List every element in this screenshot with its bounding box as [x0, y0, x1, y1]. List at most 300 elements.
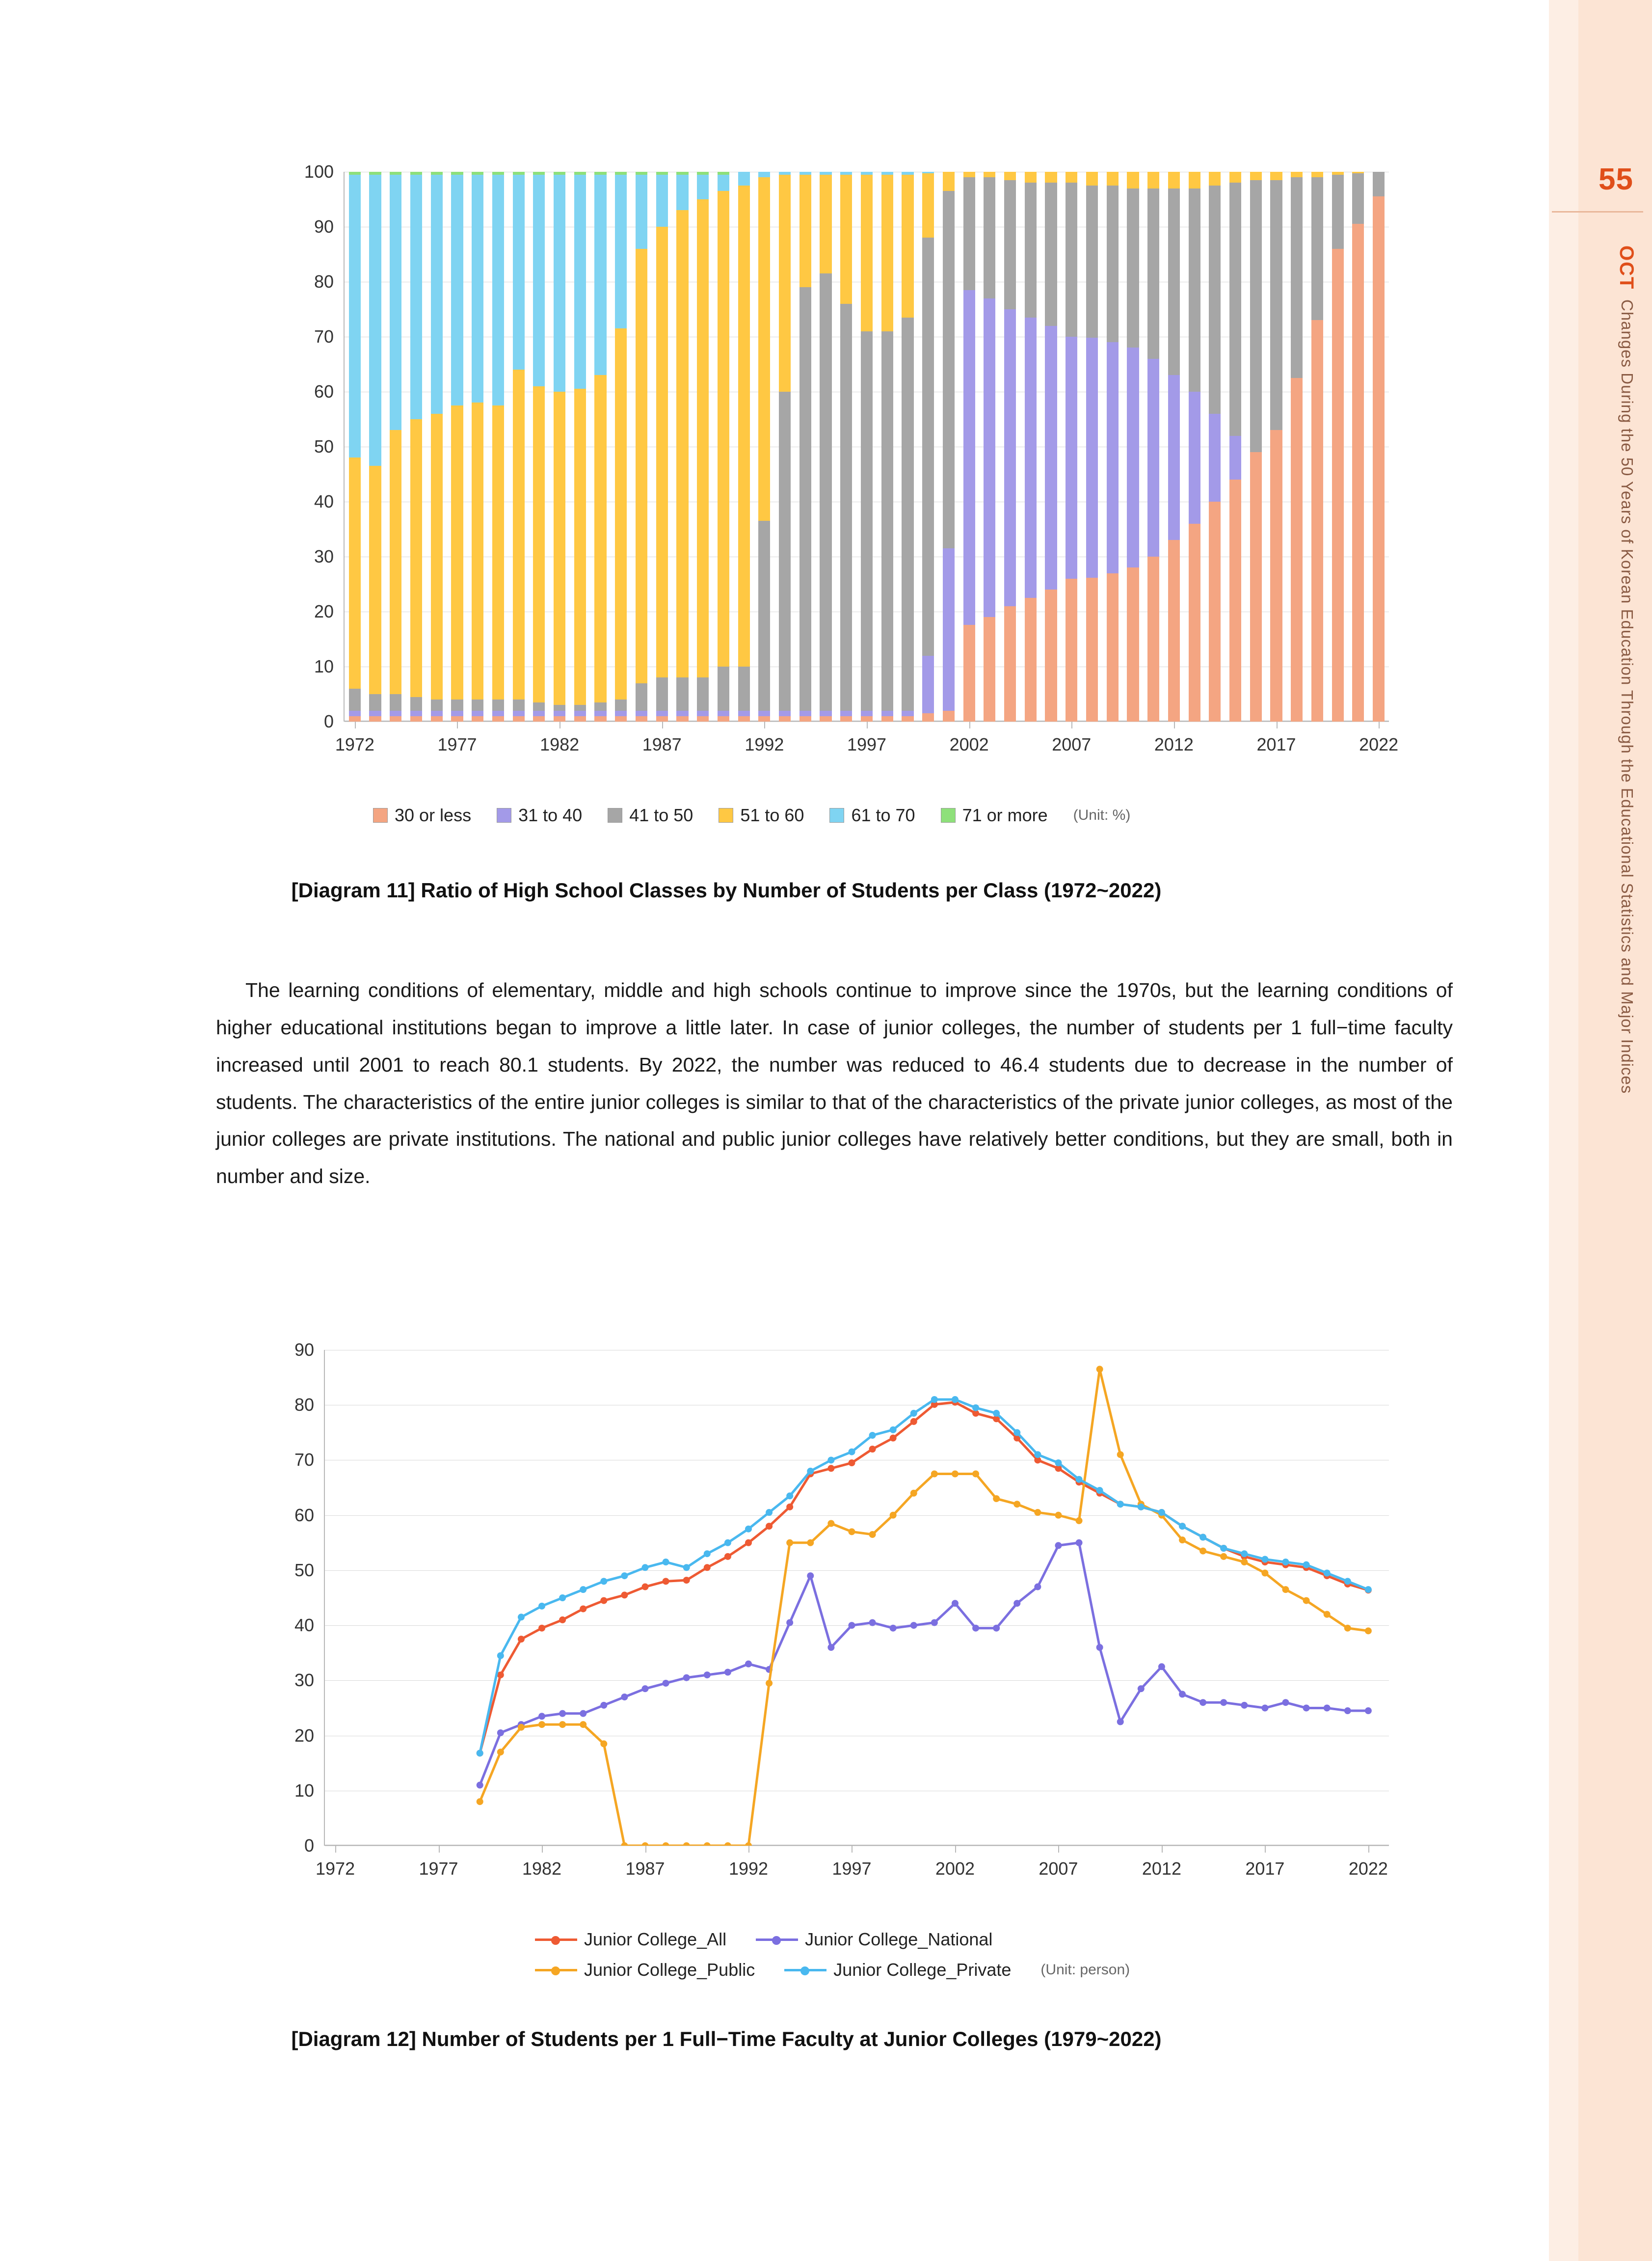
bar-segment: [881, 716, 893, 722]
bar-segment: [1107, 573, 1119, 722]
data-point: [559, 1710, 566, 1717]
data-point: [642, 1842, 649, 1846]
bar-segment: [861, 716, 873, 722]
x-axis-tick-label: 2017: [1256, 734, 1296, 754]
data-point: [621, 1572, 628, 1579]
bar-column: [656, 172, 668, 722]
diagram-11-chart: [0, 147, 1404, 859]
data-point: [497, 1729, 504, 1736]
data-point: [1055, 1459, 1062, 1466]
diagram-12-legend: [535, 1929, 1130, 1990]
x-axis-tick-label: 2007: [1052, 734, 1092, 754]
data-point: [1220, 1699, 1227, 1706]
legend-item[interactable]: [608, 805, 693, 826]
y-axis-tick-label: 100: [304, 162, 334, 182]
bar-segment: [1250, 452, 1262, 722]
bar-column: [1291, 172, 1303, 722]
data-point: [580, 1605, 586, 1612]
legend-item[interactable]: [756, 1929, 992, 1950]
data-point: [890, 1625, 897, 1632]
bar-segment: [431, 716, 443, 722]
data-point: [890, 1435, 897, 1442]
data-point: [538, 1603, 545, 1610]
data-point: [869, 1432, 876, 1439]
bar-segment: [984, 617, 995, 722]
x-axis-tick-mark: [764, 722, 765, 728]
bar-column: [1250, 172, 1262, 722]
bar-segment: [574, 716, 586, 722]
bar-column: [533, 172, 545, 722]
diagram-12-plot-area: [294, 1340, 1389, 1879]
data-point: [890, 1512, 897, 1519]
bar-segment: [492, 716, 504, 722]
data-point: [1324, 1570, 1331, 1577]
bar-segment: [615, 328, 627, 722]
data-point: [704, 1671, 711, 1678]
y-axis-tick-label: 30: [314, 546, 334, 566]
data-point: [683, 1842, 690, 1846]
legend-label: 31 to 40: [518, 805, 583, 825]
bar-segment: [1229, 480, 1241, 722]
bar-segment: [1352, 224, 1364, 722]
data-point: [497, 1652, 504, 1659]
y-axis-tick-label: 70: [294, 1450, 314, 1470]
y-axis-tick-label: 20: [314, 601, 334, 621]
data-point: [683, 1674, 690, 1681]
data-point: [1076, 1476, 1083, 1483]
bar-column: [451, 172, 463, 722]
data-point: [477, 1750, 483, 1756]
data-point: [621, 1591, 628, 1598]
bar-segment: [758, 716, 770, 722]
data-point: [1076, 1517, 1083, 1524]
x-axis-tick-label: 1997: [832, 1858, 872, 1879]
data-point: [621, 1694, 628, 1700]
bar-segment: [390, 716, 401, 722]
bar-segment: [554, 716, 565, 722]
diagram-12-chart: [0, 1325, 1404, 1914]
bar-segment: [697, 199, 709, 722]
data-point: [1344, 1707, 1351, 1714]
bar-segment: [718, 716, 729, 722]
data-point: [1013, 1429, 1020, 1436]
bar-segment: [349, 458, 361, 722]
data-point: [663, 1842, 669, 1846]
data-point: [827, 1644, 834, 1651]
x-axis-tick-label: 1987: [642, 734, 682, 754]
data-point: [538, 1713, 545, 1720]
x-axis-tick-mark: [1265, 1846, 1266, 1853]
bar-column: [1332, 172, 1344, 722]
bar-column: [902, 172, 913, 722]
y-axis-tick-label: 40: [314, 491, 334, 511]
x-axis-tick-label: 2007: [1039, 1858, 1078, 1879]
bar-segment: [513, 716, 525, 722]
bar-segment: [451, 716, 463, 722]
bar-segment: [492, 405, 504, 722]
data-point: [724, 1842, 731, 1846]
data-point: [972, 1471, 979, 1478]
data-point: [952, 1396, 959, 1403]
y-axis-tick-label: 80: [314, 271, 334, 292]
data-point: [1013, 1501, 1020, 1507]
legend-row: [535, 1929, 1130, 1950]
bar-segment: [943, 548, 955, 722]
legend-line-swatch: [784, 1963, 826, 1977]
data-point: [1034, 1509, 1041, 1516]
legend-swatch: [941, 808, 956, 823]
bar-column: [738, 172, 750, 722]
bar-segment: [676, 210, 688, 722]
bar-segment: [410, 716, 422, 722]
data-point: [1055, 1542, 1062, 1549]
bar-column: [1168, 172, 1180, 722]
x-axis-tick-label: 1977: [419, 1858, 458, 1879]
y-axis-tick-label: 20: [294, 1725, 314, 1746]
data-point: [1013, 1600, 1020, 1607]
chart-unit-label: (Unit: person): [1040, 1962, 1130, 1978]
data-point: [1365, 1627, 1372, 1634]
bar-segment: [738, 186, 750, 722]
data-point: [848, 1528, 855, 1535]
x-axis-tick-label: 1997: [847, 734, 887, 754]
data-point: [766, 1680, 773, 1687]
bar-column: [594, 172, 606, 722]
bar-column: [349, 172, 361, 722]
bar-column: [636, 172, 647, 722]
diagram-11-plot-area: [304, 162, 1399, 754]
bar-segment: [1270, 430, 1282, 722]
bar-segment: [963, 625, 975, 722]
data-point: [745, 1661, 752, 1668]
data-point: [848, 1449, 855, 1455]
bar-segment: [369, 716, 381, 722]
x-axis-tick-label: 2022: [1348, 1858, 1388, 1879]
data-point: [786, 1492, 793, 1499]
bar-segment: [1086, 578, 1098, 722]
data-point: [910, 1622, 917, 1629]
data-point: [559, 1721, 566, 1728]
bar-column: [799, 172, 811, 722]
data-point: [1179, 1536, 1186, 1543]
data-point: [1282, 1586, 1289, 1593]
data-point: [972, 1404, 979, 1411]
bar-column: [1004, 172, 1016, 722]
y-axis-tick-label: 90: [294, 1340, 314, 1360]
data-point: [704, 1550, 711, 1557]
y-axis-tick-label: 30: [294, 1670, 314, 1691]
bar-segment: [697, 716, 709, 722]
bar-column: [554, 172, 565, 722]
x-axis-tick-label: 1972: [335, 734, 374, 754]
data-point: [683, 1577, 690, 1584]
x-axis-tick-mark: [955, 1846, 956, 1853]
data-point: [807, 1572, 814, 1579]
data-point: [1344, 1578, 1351, 1585]
data-point: [559, 1616, 566, 1623]
x-axis-tick-label: 2012: [1154, 734, 1194, 754]
data-point: [827, 1465, 834, 1472]
x-axis-tick-mark: [1162, 1846, 1163, 1853]
x-axis-tick-label: 1982: [540, 734, 580, 754]
bar-segment: [636, 716, 647, 722]
y-axis-tick-label: 70: [314, 326, 334, 347]
bar-column: [1311, 172, 1323, 722]
bar-segment: [472, 716, 483, 722]
data-point: [910, 1490, 917, 1497]
x-axis-tick-mark: [1058, 1846, 1059, 1853]
data-point: [1034, 1451, 1041, 1458]
diagram-12-caption: [Diagram 12] Number of Students per 1 Full−Time Faculty at Junior Colleges (1979~2022): [291, 2027, 1162, 2050]
data-point: [724, 1539, 731, 1546]
data-point: [1303, 1597, 1310, 1604]
bar-segment: [533, 386, 545, 722]
data-point: [745, 1539, 752, 1546]
legend-swatch: [497, 808, 511, 823]
bar-segment: [615, 716, 627, 722]
bar-segment: [594, 716, 606, 722]
bar-column: [881, 172, 893, 722]
x-axis-tick-mark: [1071, 722, 1072, 728]
bar-segment: [369, 466, 381, 722]
legend-label: Junior College_National: [805, 1929, 993, 1949]
bar-column: [779, 172, 791, 722]
bar-column: [963, 172, 975, 722]
data-point: [786, 1504, 793, 1510]
data-point: [1158, 1663, 1165, 1670]
legend-swatch: [373, 808, 388, 823]
legend-item[interactable]: [719, 805, 804, 826]
data-point: [559, 1594, 566, 1601]
bar-segment: [922, 238, 934, 722]
data-point: [1199, 1699, 1206, 1706]
bar-segment: [779, 716, 791, 722]
data-point: [518, 1614, 525, 1620]
bar-column: [513, 172, 525, 722]
bar-segment: [758, 521, 770, 722]
bar-column: [1209, 172, 1221, 722]
legend-row: [535, 1960, 1130, 1980]
bar-segment: [1373, 196, 1385, 722]
legend-line-swatch: [756, 1932, 798, 1947]
legend-item[interactable]: [373, 805, 471, 826]
bar-column: [840, 172, 852, 722]
legend-swatch: [719, 808, 733, 823]
y-axis-tick-label: 50: [294, 1560, 314, 1580]
bar-column: [574, 172, 586, 722]
data-point: [1117, 1501, 1124, 1507]
bar-segment: [861, 331, 873, 722]
data-point: [1096, 1487, 1103, 1494]
bar-column: [1270, 172, 1282, 722]
data-point: [724, 1553, 731, 1560]
x-axis-tick-label: 1987: [625, 1858, 665, 1879]
diagram-11-caption: [Diagram 11] Ratio of High School Classes by Number of Students per Class (1972~2022): [291, 879, 1162, 902]
legend-line-swatch: [535, 1932, 577, 1947]
x-axis-tick-mark: [457, 722, 458, 728]
legend-item[interactable]: [535, 1929, 726, 1950]
legend-item[interactable]: [941, 805, 1048, 826]
line-path: [480, 1369, 1368, 1846]
x-axis-tick-mark: [969, 722, 970, 728]
x-axis-tick-mark: [355, 722, 356, 728]
x-axis-tick-label: 1972: [316, 1858, 355, 1879]
data-point: [848, 1622, 855, 1629]
bar-segment: [554, 392, 565, 722]
data-point: [1282, 1699, 1289, 1706]
data-point: [931, 1396, 938, 1403]
body-paragraph: [216, 972, 1453, 1195]
data-point: [807, 1468, 814, 1475]
x-axis-tick-label: 1977: [437, 734, 477, 754]
bar-column: [676, 172, 688, 722]
legend-label: 61 to 70: [851, 805, 915, 825]
data-point: [910, 1418, 917, 1425]
data-point: [600, 1740, 607, 1747]
data-point: [477, 1782, 483, 1789]
legend-item[interactable]: [829, 805, 915, 826]
x-axis-tick-mark: [1174, 722, 1175, 728]
bar-segment: [1127, 567, 1139, 722]
y-axis-tick-label: 0: [304, 1835, 314, 1856]
bar-segment: [431, 414, 443, 722]
bar-segment: [799, 287, 811, 722]
bar-segment: [799, 716, 811, 722]
diagram-11-legend: [373, 805, 1130, 826]
y-axis-tick-label: 60: [314, 381, 334, 402]
data-point: [786, 1539, 793, 1546]
x-axis-tick-mark: [662, 722, 663, 728]
bar-segment: [676, 716, 688, 722]
data-point: [600, 1597, 607, 1604]
data-point: [993, 1625, 1000, 1632]
data-point: [972, 1625, 979, 1632]
bar-column: [390, 172, 401, 722]
y-axis-tick-label: 0: [323, 711, 334, 731]
bar-segment: [840, 716, 852, 722]
legend-label: 51 to 60: [740, 805, 804, 825]
data-point: [642, 1564, 649, 1571]
bar-segment: [1004, 606, 1016, 722]
bar-column: [492, 172, 504, 722]
data-point: [807, 1539, 814, 1546]
bar-column: [984, 172, 995, 722]
data-point: [1055, 1512, 1062, 1519]
bar-segment: [513, 370, 525, 722]
bar-column: [820, 172, 831, 722]
legend-item[interactable]: [497, 805, 582, 826]
bar-segment: [1311, 320, 1323, 722]
data-point: [1117, 1719, 1124, 1725]
data-point: [1096, 1644, 1103, 1651]
chart-unit-label: (Unit: %): [1073, 807, 1131, 823]
data-point: [580, 1721, 586, 1728]
data-point: [663, 1559, 669, 1565]
data-point: [1096, 1366, 1103, 1373]
data-point: [869, 1619, 876, 1626]
data-point: [642, 1685, 649, 1692]
bar-segment: [779, 392, 791, 722]
data-point: [538, 1721, 545, 1728]
legend-label: Junior College_Private: [833, 1960, 1012, 1980]
data-point: [1324, 1611, 1331, 1618]
bar-segment: [902, 716, 913, 722]
bar-segment: [349, 716, 361, 722]
bar-segment: [881, 331, 893, 722]
bar-column: [369, 172, 381, 722]
data-point: [745, 1842, 752, 1846]
x-axis-tick-mark: [542, 1846, 543, 1853]
x-axis-tick-mark: [335, 1846, 336, 1853]
data-point: [952, 1471, 959, 1478]
body-paragraph-text: The learning conditions of elementary, middle and high schools continue to improve since the 1970s, but the learning conditions of higher educational institutions began to improve a little later. In case of junior colleges, the number of students per 1 full−time faculty increased until 2001 to reach 80.1 students. By 2022, the number was reduced to 46.4 students due to decrease in the number of students. The characteristics of the entire junior colleges is similar to that of the characteristics of the private junior colleges, as most of the junior colleges are private institutions. The national and public junior colleges have relatively better conditions, but they are small, both in number and size.: [216, 979, 1453, 1188]
data-point: [1158, 1509, 1165, 1516]
bar-column: [1373, 172, 1385, 722]
bar-segment: [922, 656, 934, 722]
x-axis-tick-label: 2012: [1142, 1858, 1181, 1879]
data-point: [827, 1456, 834, 1463]
legend-item[interactable]: [535, 1960, 755, 1980]
x-axis-tick-label: 1982: [522, 1858, 562, 1879]
data-point: [952, 1600, 959, 1607]
bar-segment: [410, 419, 422, 722]
data-point: [766, 1509, 773, 1516]
legend-label: Junior College_Public: [584, 1960, 755, 1980]
bar-segment: [574, 389, 586, 722]
bar-column: [1086, 172, 1098, 722]
bar-column: [718, 172, 729, 722]
bar-column: [943, 172, 955, 722]
bar-column: [1127, 172, 1139, 722]
data-point: [1365, 1586, 1372, 1593]
data-point: [1282, 1559, 1289, 1565]
bar-segment: [390, 430, 401, 722]
data-point: [1076, 1539, 1083, 1546]
data-point: [931, 1619, 938, 1626]
legend-item[interactable]: [784, 1960, 1011, 1980]
x-axis-tick-mark: [645, 1846, 646, 1853]
data-point: [704, 1564, 711, 1571]
bar-segment: [1291, 378, 1303, 722]
x-axis-tick-mark: [1368, 1846, 1369, 1853]
data-point: [848, 1459, 855, 1466]
data-point: [827, 1520, 834, 1527]
data-point: [683, 1564, 690, 1571]
x-axis-tick-label: 1992: [745, 734, 784, 754]
bar-segment: [840, 304, 852, 722]
data-point: [704, 1842, 711, 1846]
data-point: [1199, 1534, 1206, 1541]
side-running-title: Changes During the 50 Years of Korean Education Through the Educational Statistics and Major Indices: [1618, 299, 1636, 1094]
bar-segment: [902, 318, 913, 722]
data-point: [1199, 1548, 1206, 1555]
bar-segment: [820, 273, 831, 722]
y-axis-tick-label: 60: [294, 1505, 314, 1525]
x-axis-tick-mark: [439, 1846, 440, 1853]
data-point: [993, 1410, 1000, 1417]
bar-segment: [533, 716, 545, 722]
data-point: [663, 1578, 669, 1585]
bar-column: [1107, 172, 1119, 722]
data-point: [621, 1842, 628, 1846]
data-point: [1138, 1685, 1145, 1692]
bar-segment: [1045, 590, 1057, 722]
data-point: [1261, 1556, 1268, 1562]
bar-segment: [1025, 598, 1037, 722]
bar-segment: [1332, 249, 1344, 722]
x-axis-tick-label: 2022: [1359, 734, 1399, 754]
data-point: [1261, 1704, 1268, 1711]
